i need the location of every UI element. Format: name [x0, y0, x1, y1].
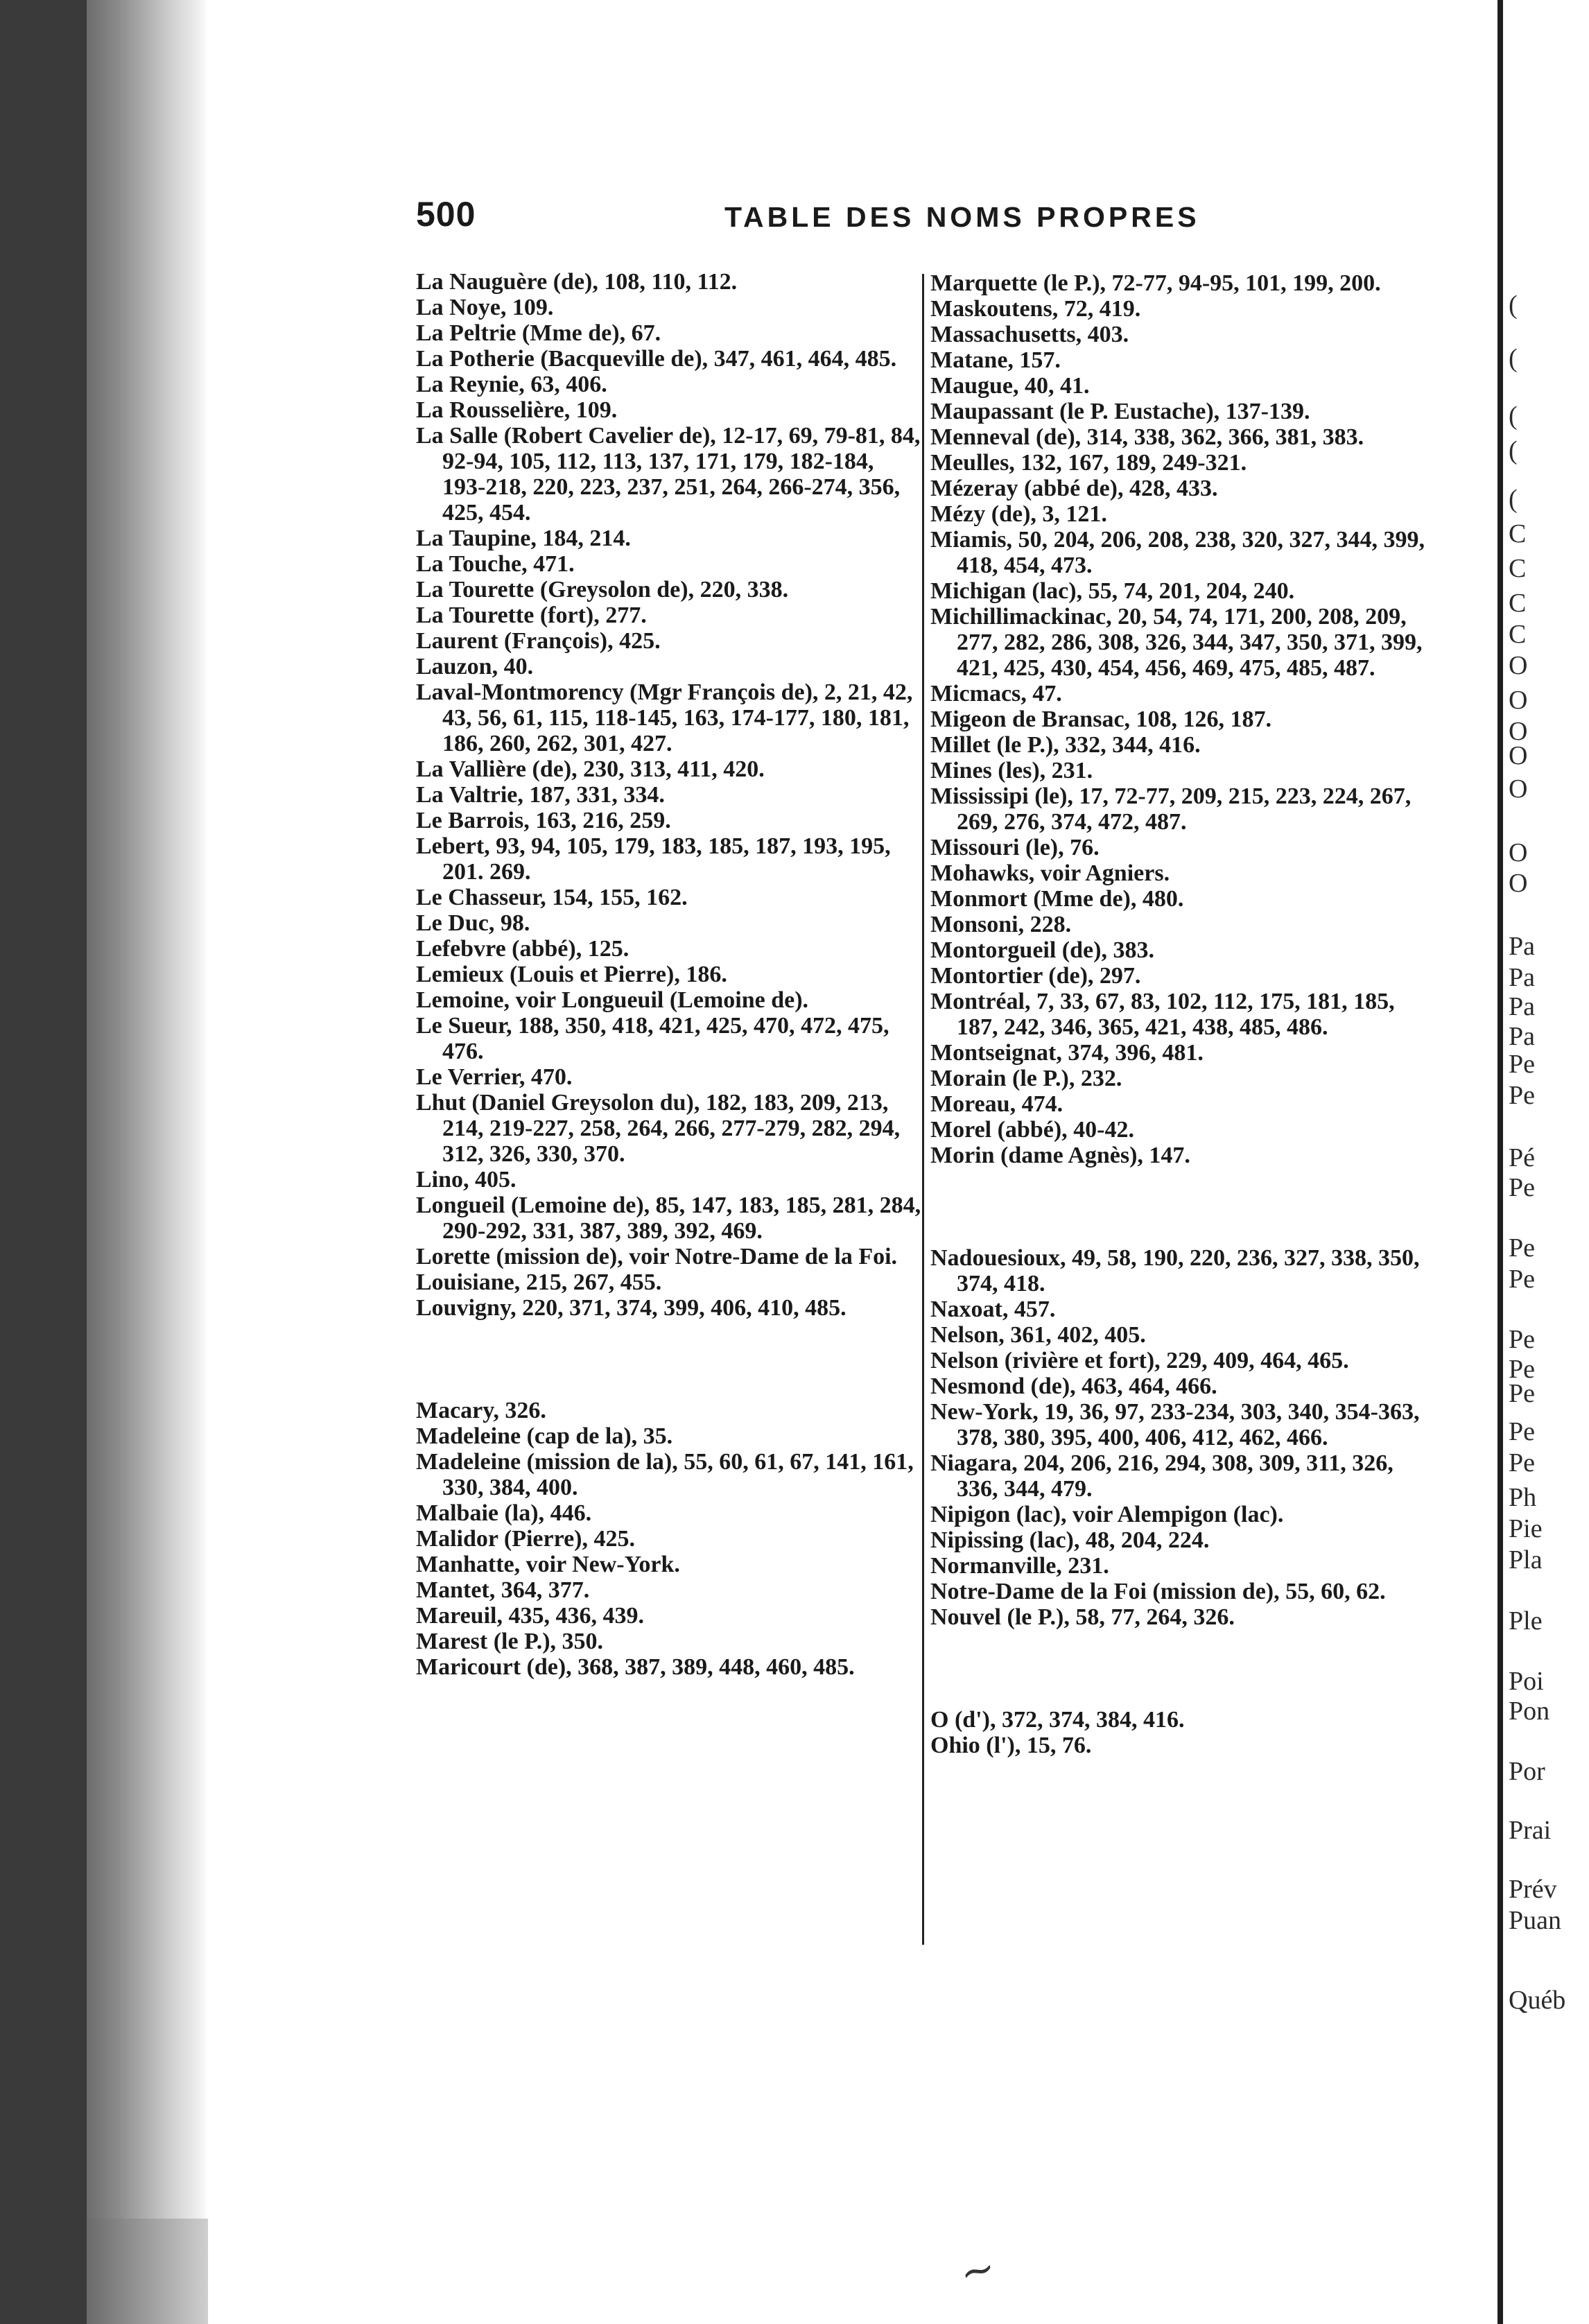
index-entry: Lorette (mission de), voir Notre-Dame de la Foi.: [416, 1244, 898, 1269]
index-entry: Niagara, 204, 206, 216, 294, 308, 309, 311, 326, 336, 344, 479.: [930, 1450, 1393, 1502]
facing-page-text-fragment: Pe: [1509, 1050, 1535, 1079]
facing-page-text-fragment: Pa: [1509, 932, 1535, 961]
index-entry: Malidor (Pierre), 425.: [416, 1526, 635, 1552]
facing-page-text-fragment: (: [1509, 401, 1518, 431]
facing-page-text-fragment: C: [1509, 554, 1527, 583]
facing-page-text-fragment: O: [1509, 717, 1528, 746]
index-entry: La Taupine, 184, 214.: [416, 526, 631, 551]
index-entry: La Tourette (fort), 277.: [416, 602, 647, 628]
index-entry: Morain (le P.), 232.: [930, 1066, 1122, 1091]
index-entry: La Peltrie (Mme de), 67.: [416, 320, 661, 346]
index-entry: La Salle (Robert Cavelier de), 12-17, 69, 79-81, 84, 92-94, 105, 112, 113, 137, 171, 179, 182-184, 193-218, 220, 223, 237, 251, 264, 266-274, 356, 425, 454.: [416, 423, 921, 526]
index-entry: Maricourt (de), 368, 387, 389, 448, 460, 485.: [416, 1654, 855, 1680]
index-entry: Le Verrier, 470.: [416, 1064, 573, 1090]
facing-page-edge: [1497, 0, 1503, 2324]
index-entry: Nelson, 361, 402, 405.: [930, 1322, 1146, 1348]
index-entry: New-York, 19, 36, 97, 233-234, 303, 340, 354-363, 378, 380, 395, 400, 406, 412, 462, 466.: [930, 1399, 1420, 1450]
index-entry: La Noye, 109.: [416, 295, 554, 320]
facing-page-text-fragment: O: [1509, 774, 1528, 804]
index-column-right: [930, 270, 1436, 1758]
index-entry: Mézy (de), 3, 121.: [930, 501, 1107, 527]
index-entry: Mézeray (abbé de), 428, 433.: [930, 476, 1218, 501]
index-entry: Mantet, 364, 377.: [416, 1577, 590, 1603]
index-entry: Montorgueil (de), 383.: [930, 937, 1154, 963]
facing-page-text-fragment: Québ: [1509, 1986, 1566, 2015]
facing-page-text-fragment: O: [1509, 651, 1528, 680]
index-entry: Mines (les), 231.: [930, 758, 1093, 783]
index-entry: Lefebvre (abbé), 125.: [416, 936, 629, 962]
index-entry: Macary, 326.: [416, 1398, 546, 1423]
facing-page-text-fragment: Pe: [1509, 1355, 1535, 1384]
column-divider: [922, 274, 924, 1945]
facing-page-text-fragment: Pa: [1509, 992, 1535, 1021]
index-entry: Nelson (rivière et fort), 229, 409, 464, 465.: [930, 1348, 1349, 1373]
index-entry: La Nauguère (de), 108, 110, 112.: [416, 269, 738, 295]
index-entry: Missouri (le), 76.: [930, 835, 1100, 860]
index-entry: Marest (le P.), 350.: [416, 1629, 604, 1654]
index-entry: Naxoat, 457.: [930, 1297, 1056, 1322]
page-number: 500: [416, 195, 476, 234]
index-entry: Lemieux (Louis et Pierre), 186.: [416, 962, 727, 987]
index-entry: Ohio (l'), 15, 76.: [930, 1733, 1092, 1758]
index-entry: Normanville, 231.: [930, 1553, 1109, 1579]
index-column-left: [416, 269, 922, 1680]
index-entry: La Reynie, 63, 406.: [416, 372, 607, 397]
facing-page-text-fragment: (: [1509, 344, 1518, 373]
index-entry: Le Chasseur, 154, 155, 162.: [416, 885, 688, 910]
facing-page-text-fragment: Pie: [1509, 1514, 1543, 1543]
index-entry: Laurent (François), 425.: [416, 628, 661, 654]
facing-page-text-fragment: Pé: [1509, 1143, 1535, 1172]
index-entry: Micmacs, 47.: [930, 681, 1062, 706]
facing-page-text-fragment: Ph: [1509, 1483, 1537, 1512]
index-entry: Longueil (Lemoine de), 85, 147, 183, 185, 281, 284, 290-292, 331, 387, 389, 392, 469.: [416, 1193, 921, 1244]
ink-mark: ~: [954, 2242, 1001, 2299]
index-entry: Manhatte, voir New-York.: [416, 1552, 680, 1577]
index-entry: Nipissing (lac), 48, 204, 224.: [930, 1527, 1210, 1553]
facing-page-text-fragment: Ple: [1509, 1606, 1543, 1636]
index-entry: Meulles, 132, 167, 189, 249-321.: [930, 450, 1247, 476]
facing-page-text-fragment: Prév: [1509, 1875, 1557, 1904]
facing-page-text-fragment: O: [1509, 869, 1528, 898]
index-entry: Millet (le P.), 332, 344, 416.: [930, 732, 1201, 758]
index-entry: Laval-Montmorency (Mgr François de), 2, 21, 42, 43, 56, 61, 115, 118-145, 163, 174-177, 180, 181, 186, 260, 262, 301, 427.: [416, 679, 913, 756]
index-entry: Nipigon (lac), voir Alempigon (lac).: [930, 1502, 1284, 1527]
facing-page-text-fragment: Pla: [1509, 1545, 1543, 1575]
facing-page-text-fragment: Puan: [1509, 1906, 1561, 1935]
facing-page-text-fragment: Pe: [1509, 1325, 1535, 1354]
facing-page-text-fragment: Por: [1509, 1757, 1545, 1786]
index-entry: Moreau, 474.: [930, 1091, 1063, 1117]
facing-page-text-fragment: Prai: [1509, 1816, 1552, 1845]
facing-page-text-fragment: Pa: [1509, 963, 1535, 992]
facing-page-text-fragment: C: [1509, 589, 1527, 618]
index-entry: Louisiane, 215, 267, 455.: [416, 1269, 662, 1295]
facing-page-text-fragment: O: [1509, 741, 1528, 770]
facing-page-text-fragment: Pa: [1509, 1022, 1535, 1051]
facing-page-text-fragment: O: [1509, 686, 1528, 715]
facing-page-text-fragment: Pe: [1509, 1379, 1535, 1408]
index-entry: La Potherie (Bacqueville de), 347, 461, 464, 485.: [416, 346, 897, 372]
index-entry: Morin (dame Agnès), 147.: [930, 1143, 1190, 1168]
facing-page-text-fragment: Pon: [1509, 1697, 1550, 1726]
running-head: TABLE DES NOMS PROPRES: [724, 201, 1200, 233]
index-entry: Nouvel (le P.), 58, 77, 264, 326.: [930, 1604, 1235, 1630]
index-entry: Lino, 405.: [416, 1167, 516, 1193]
index-entry: Maugue, 40, 41.: [930, 373, 1090, 399]
facing-page-text-fragment: (: [1509, 485, 1518, 514]
section-gap: [930, 1630, 1436, 1707]
index-entry: Nadouesioux, 49, 58, 190, 220, 236, 327, 338, 350, 374, 418.: [930, 1245, 1420, 1297]
index-entry: Migeon de Bransac, 108, 126, 187.: [930, 706, 1272, 732]
facing-page-text-fragment: Pe: [1509, 1081, 1535, 1110]
index-entry: Lauzon, 40.: [416, 654, 534, 679]
index-entry: Miamis, 50, 204, 206, 208, 238, 320, 327, 344, 399, 418, 454, 473.: [930, 527, 1425, 578]
facing-page-text-fragment: Pe: [1509, 1448, 1535, 1477]
facing-page-text-fragment: (: [1509, 436, 1518, 465]
section-gap: [930, 1168, 1436, 1245]
index-entry: Notre-Dame de la Foi (mission de), 55, 60, 62.: [930, 1579, 1386, 1604]
index-entry: Mississipi (le), 17, 72-77, 209, 215, 223, 224, 267, 269, 276, 374, 472, 487.: [930, 783, 1412, 835]
index-entry: Madeleine (mission de la), 55, 60, 61, 67, 141, 161, 330, 384, 400.: [416, 1449, 914, 1500]
index-entry: Maupassant (le P. Eustache), 137-139.: [930, 399, 1310, 424]
index-entry: Monsoni, 228.: [930, 912, 1072, 937]
index-entry: Montseignat, 374, 396, 481.: [930, 1040, 1204, 1066]
index-entry: Malbaie (la), 446.: [416, 1500, 592, 1526]
index-entry: Maskoutens, 72, 419.: [930, 296, 1141, 322]
index-entry: La Touche, 471.: [416, 551, 575, 577]
index-entry: Morel (abbé), 40-42.: [930, 1117, 1134, 1143]
index-entry: La Vallière (de), 230, 313, 411, 420.: [416, 756, 765, 782]
index-entry: Le Duc, 98.: [416, 910, 530, 936]
facing-page-fragment: [1506, 0, 1589, 2324]
binding-bottom-shadow: [87, 2219, 208, 2324]
index-entry: Lhut (Daniel Greysolon du), 182, 183, 209, 213, 214, 219-227, 258, 264, 266, 277-279, 282, 294, 312, 326, 330, 370.: [416, 1090, 901, 1167]
index-entry: La Tourette (Greysolon de), 220, 338.: [416, 577, 789, 602]
section-gap: [416, 1321, 922, 1398]
index-entry: Montortier (de), 297.: [930, 963, 1141, 989]
facing-page-text-fragment: Poi: [1509, 1667, 1544, 1696]
facing-page-text-fragment: Pe: [1509, 1417, 1535, 1446]
facing-page-text-fragment: Pe: [1509, 1265, 1535, 1294]
index-entry: Lemoine, voir Longueuil (Lemoine de).: [416, 987, 809, 1013]
index-entry: O (d'), 372, 374, 384, 416.: [930, 1707, 1185, 1733]
index-entry: La Valtrie, 187, 331, 334.: [416, 782, 665, 808]
index-entry: Le Sueur, 188, 350, 418, 421, 425, 470, 472, 475, 476.: [416, 1013, 889, 1064]
facing-page-text-fragment: Pe: [1509, 1233, 1535, 1263]
index-entry: Matane, 157.: [930, 347, 1061, 373]
index-entry: Nesmond (de), 463, 464, 466.: [930, 1373, 1217, 1399]
index-entry: Mareuil, 435, 436, 439.: [416, 1603, 644, 1629]
facing-page-text-fragment: (: [1509, 290, 1518, 320]
index-entry: Michigan (lac), 55, 74, 201, 204, 240.: [930, 578, 1295, 604]
index-entry: Madeleine (cap de la), 35.: [416, 1423, 673, 1449]
index-entry: Montréal, 7, 33, 67, 83, 102, 112, 175, 181, 185, 187, 242, 346, 365, 421, 438, 485, 486.: [930, 989, 1395, 1040]
index-entry: Massachusetts, 403.: [930, 322, 1129, 347]
index-entry: Marquette (le P.), 72-77, 94-95, 101, 199, 200.: [930, 270, 1381, 296]
facing-page-text-fragment: C: [1509, 620, 1527, 649]
facing-page-text-fragment: O: [1509, 838, 1528, 867]
index-entry: Louvigny, 220, 371, 374, 399, 406, 410, 485.: [416, 1295, 846, 1321]
index-entry: La Rousselière, 109.: [416, 397, 618, 423]
index-entry: Michillimackinac, 20, 54, 74, 171, 200, 208, 209, 277, 282, 286, 308, 326, 344, 347, 350, 371, 399, 421, 425, 430, 454, 456, 469, 475, 485, 487.: [930, 604, 1423, 681]
binding-dark-edge: [0, 0, 87, 2324]
index-entry: Le Barrois, 163, 216, 259.: [416, 808, 671, 833]
index-entry: Monmort (Mme de), 480.: [930, 886, 1184, 912]
facing-page-text-fragment: Pe: [1509, 1173, 1535, 1202]
index-entry: Menneval (de), 314, 338, 362, 366, 381, 383.: [930, 424, 1364, 450]
index-entry: Mohawks, voir Agniers.: [930, 860, 1170, 886]
index-entry: Lebert, 93, 94, 105, 179, 183, 185, 187, 193, 195, 201. 269.: [416, 833, 891, 885]
facing-page-text-fragment: C: [1509, 519, 1527, 548]
